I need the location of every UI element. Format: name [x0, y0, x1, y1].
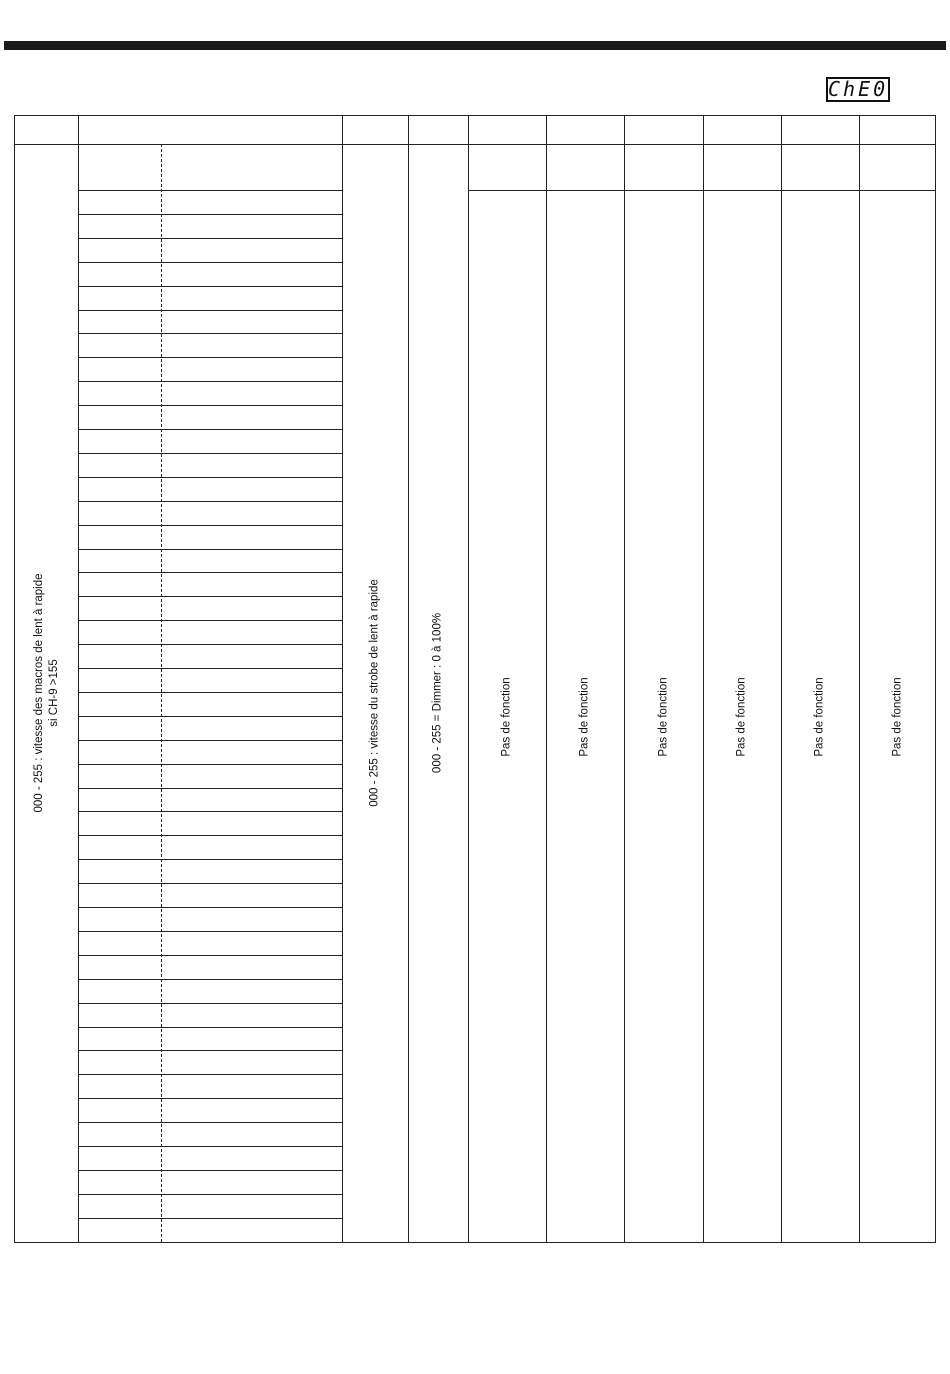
value-row-line [78, 835, 342, 836]
column-line [624, 116, 625, 1242]
value-row-line [78, 907, 342, 908]
no-function-text: Pas de fonction [657, 677, 670, 757]
value-row-line [78, 501, 342, 502]
header-row-line [15, 144, 935, 145]
no-function-text: Pas de fonction [813, 677, 826, 757]
value-row-line [78, 740, 342, 741]
value-row-line [78, 310, 342, 311]
value-row-line [78, 429, 342, 430]
top-divider-bar [4, 41, 946, 50]
value-row-line [78, 716, 342, 717]
column-line [703, 116, 704, 1242]
value-row-line [78, 381, 342, 382]
value-row-line [78, 644, 342, 645]
value-row-line [78, 405, 342, 406]
value-row-line [78, 333, 342, 334]
value-row-line [78, 764, 342, 765]
column-line [408, 116, 409, 1242]
value-row-line [78, 190, 342, 191]
value-row-line [78, 1003, 342, 1004]
value-row-line [78, 1146, 342, 1147]
value-row-line [78, 620, 342, 621]
no-function-text: Pas de fonction [735, 677, 748, 757]
strobe-speed-text: 000 - 255 : vitesse du strobe de lent à rapide [368, 579, 381, 807]
value-row-line [78, 238, 342, 239]
value-row-line [78, 1218, 342, 1219]
value-row-line [78, 1074, 342, 1075]
column-line [342, 116, 343, 1242]
value-row-line [78, 286, 342, 287]
value-row-line [78, 549, 342, 550]
value-row-line [78, 477, 342, 478]
column-line [859, 116, 860, 1242]
value-row-line [78, 859, 342, 860]
value-row-line [78, 1050, 342, 1051]
dashed-divider [161, 144, 162, 1242]
value-row-line [78, 596, 342, 597]
macro-speed-text: 000 - 255 : vitesse des macros de lent à rapide si CH-9 >155 [33, 573, 60, 813]
value-row-line [78, 668, 342, 669]
no-function-text: Pas de fonction [891, 677, 904, 757]
value-row-line [78, 1122, 342, 1123]
value-row-line [78, 357, 342, 358]
value-row-line [78, 931, 342, 932]
value-row-line [78, 1027, 342, 1028]
no-function-text: Pas de fonction [500, 677, 513, 757]
value-row-line [78, 1170, 342, 1171]
channel-table [14, 115, 936, 1243]
value-row-line [78, 453, 342, 454]
value-row-line [78, 572, 342, 573]
mode-display-icon: ChE0 [828, 77, 889, 101]
value-row-line [78, 979, 342, 980]
dimmer-text: 000 - 255 = Dimmer : 0 à 100% [431, 612, 444, 774]
value-row-line [78, 262, 342, 263]
value-row-line [78, 788, 342, 789]
value-row-line [78, 525, 342, 526]
value-row-line [78, 955, 342, 956]
value-row-line [78, 214, 342, 215]
column-line [546, 116, 547, 1242]
column-line [468, 116, 469, 1242]
column-line [781, 116, 782, 1242]
subheader-line [468, 190, 935, 191]
value-row-line [78, 1194, 342, 1195]
no-function-text: Pas de fonction [578, 677, 591, 757]
value-row-line [78, 883, 342, 884]
value-row-line [78, 692, 342, 693]
value-row-line [78, 1098, 342, 1099]
value-row-line [78, 811, 342, 812]
